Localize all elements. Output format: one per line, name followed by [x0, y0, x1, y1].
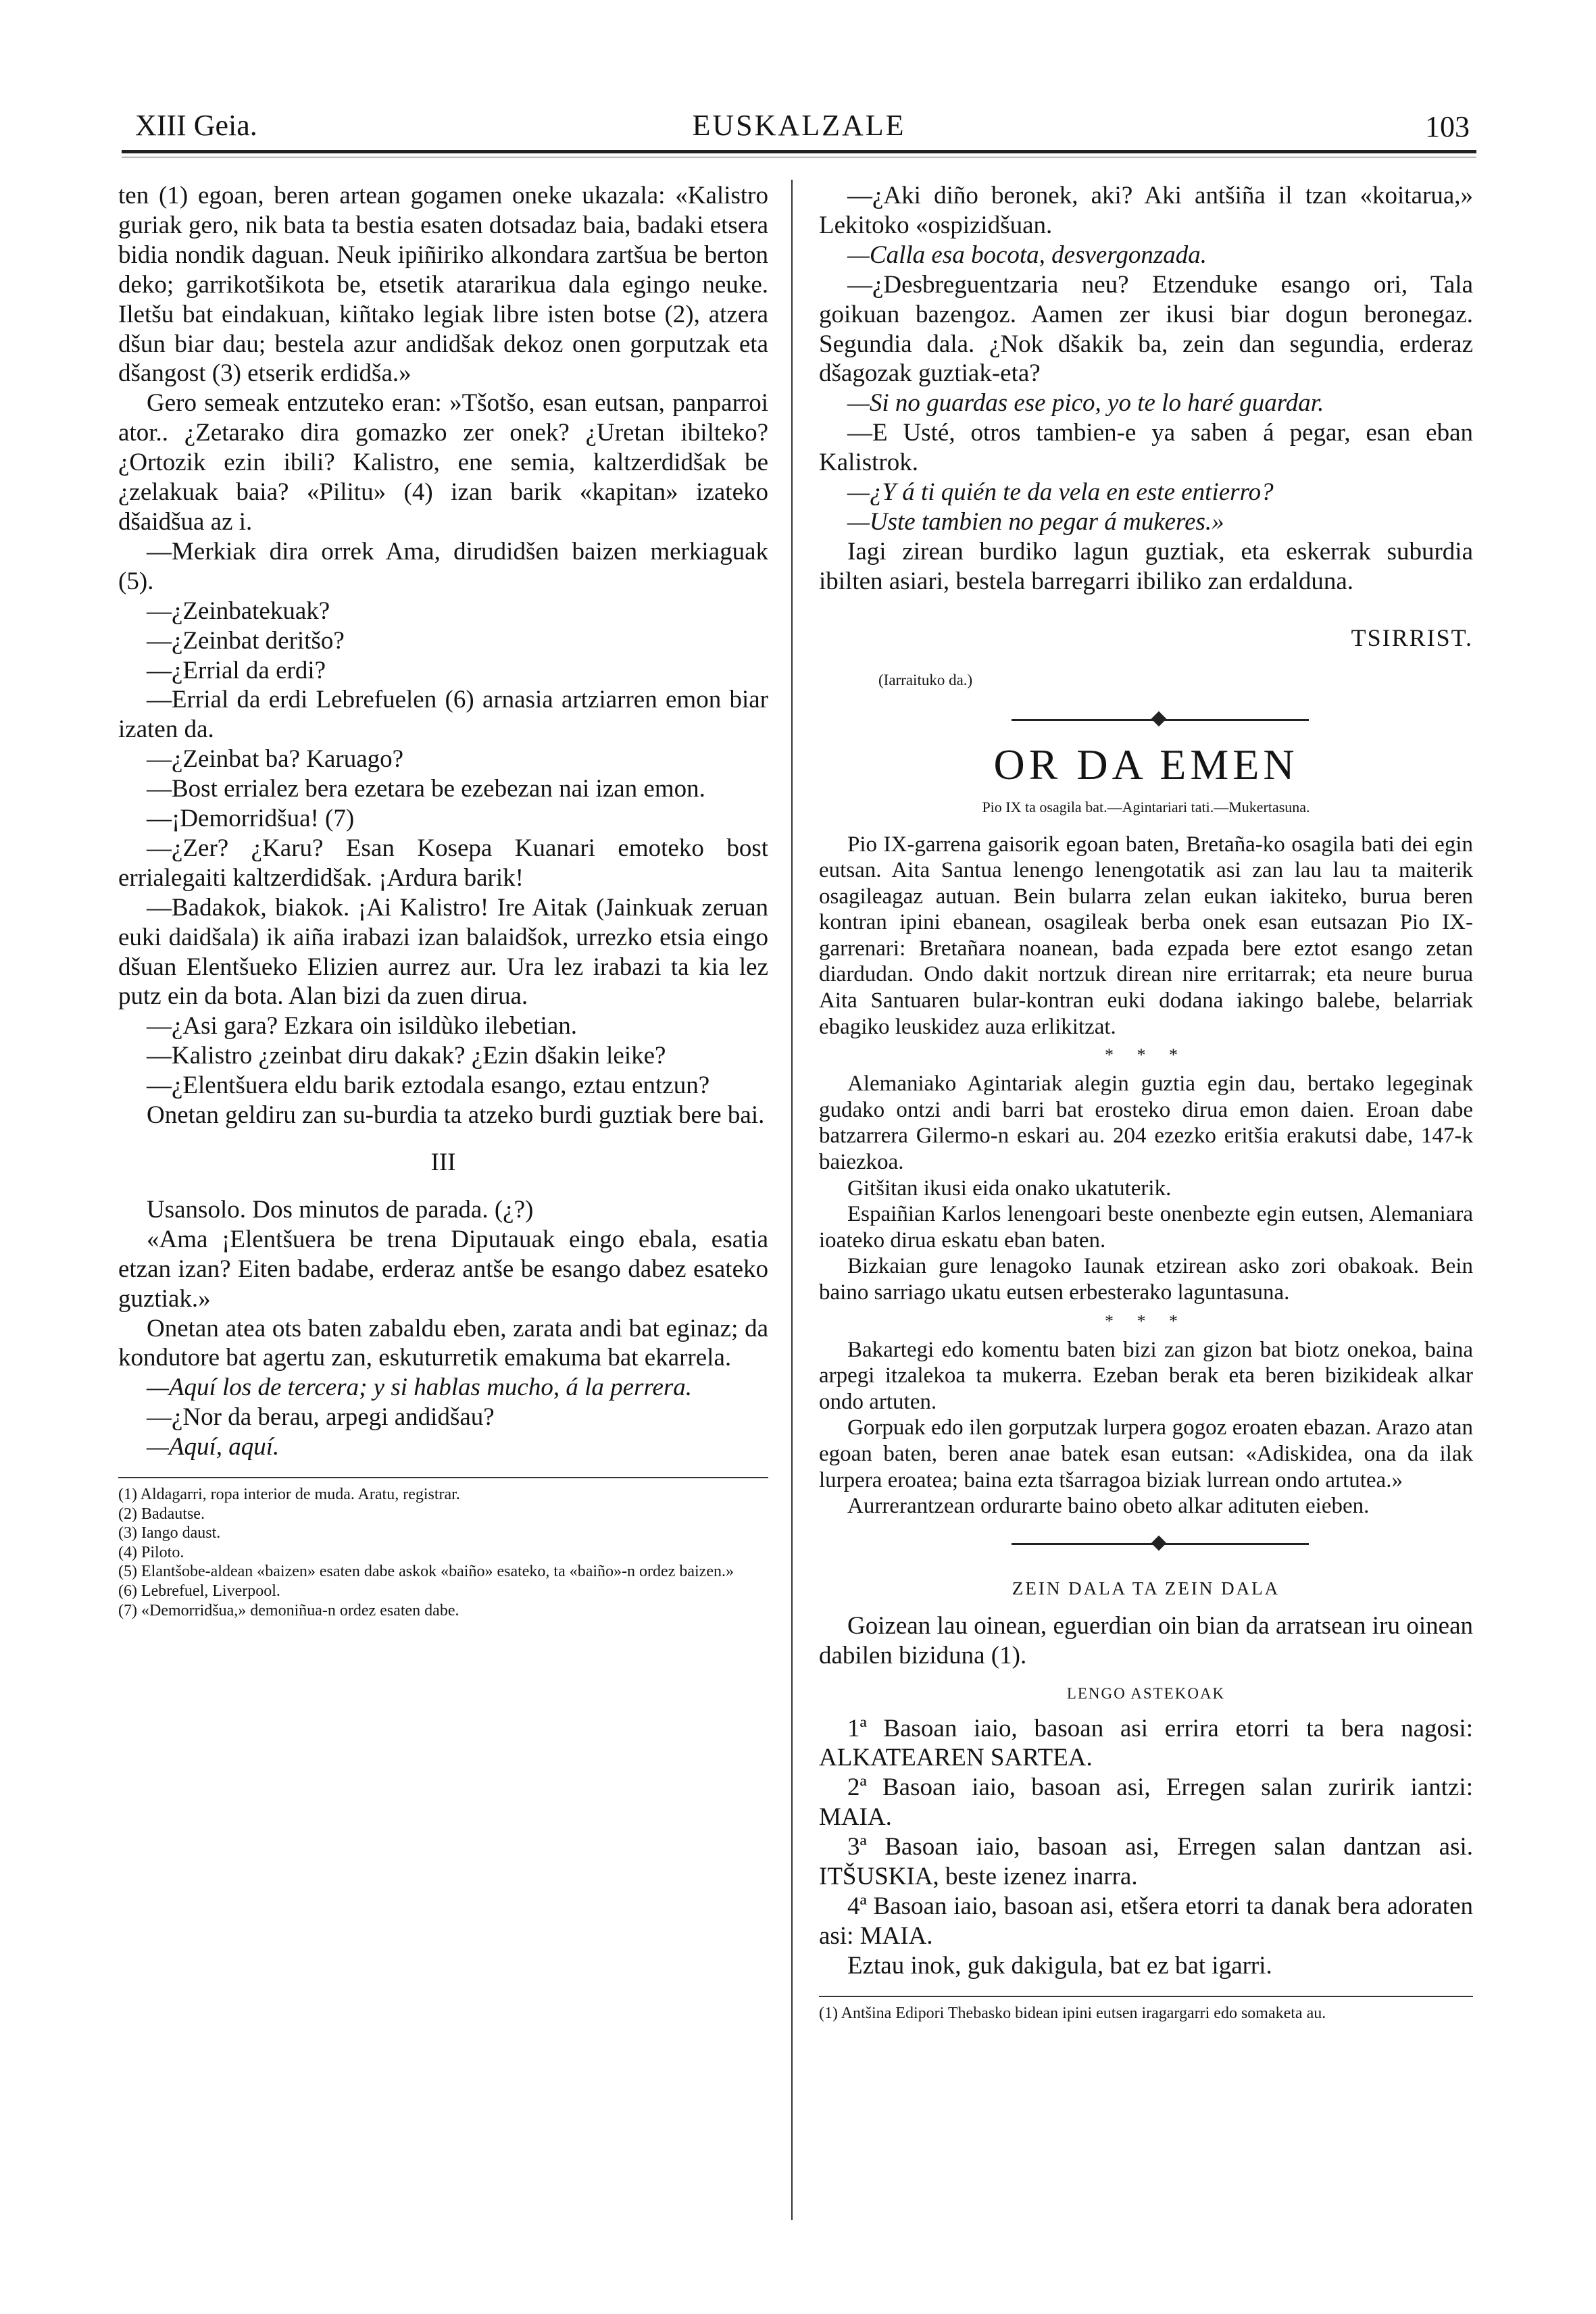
paragraph: Bizkaian gure lenagoko Iaunak etzirean asko zori obakoak. Bein baino sarriago ukatu eutsen erbesterako laguntasuna.	[819, 1254, 1473, 1305]
dialogue-line: —Si no guardas ese pico, yo te lo haré guardar.	[847, 389, 1324, 418]
section-ornament	[819, 710, 1473, 732]
paragraph: Gero semeak entzuteko eran: »Tšotšo, esan eutsan, panparroi ator.. ¿Zetarako dira gomazko zer onek? ¿Uretan ibilteko? ¿Ortozik ezin ibili? Kalistro, ene semia, kaltzerdidšak be ¿zelakuak baia? «Pilitu» (4) izan barik «kapitan» izateko dšaidšua az i.	[118, 389, 768, 536]
paragraph: Gitšitan ikusi eida onako ukatuterik.	[847, 1176, 1172, 1201]
dialogue-line: —¿Zeinbat deritšo?	[147, 626, 345, 655]
footnote: (2) Badautse.	[118, 1505, 205, 1523]
page-number: 103	[1425, 110, 1470, 143]
paragraph: ten (1) egoan, beren artean gogamen oneke ukazala: «Kalistro guriak gero, nik bata ta bestia esaten dotsadaz baia, badaki etsera bidia nondik daguan. Neuk ipiñiriko alkondara zartšua be berton deko; garrikotšikota be, etsetik atararikua dala egingo neuke. Iletšu bat eindakuan, kiñtako legiak libre isten botse (2), atzera dšun biar dau; bestela azur andidšak dekoz onen gorputzak eta dšangost (3) etserik erdidša.»	[118, 182, 768, 388]
paragraph: Goizean lau oinean, eguerdian oin bian da arratsean iru oinean dabilen biziduna (1).	[819, 1611, 1473, 1669]
left-column	[118, 181, 768, 1620]
dialogue-line: —Uste tambien no pegar á mukeres.»	[847, 507, 1224, 536]
dialogue-line: —¿Nor da berau, arpegi andidšau?	[147, 1403, 495, 1432]
dialogue-line: —¿Aki diño beronek, aki? Aki antšiña il tzan «koitarua,» Lekitoko «ospizidšuan.	[819, 182, 1473, 239]
separator-stars: * * *	[1105, 1045, 1187, 1065]
dialogue-line: —Kalistro ¿zeinbat diru dakak? ¿Ezin dšakin leike?	[147, 1042, 666, 1070]
footnote: (6) Lebrefuel, Liverpool.	[118, 1582, 280, 1601]
issue-number: XIII Geia.	[135, 109, 257, 142]
dialogue-line: —¿Y á ti quién te da vela en este entierro?	[847, 478, 1274, 507]
dialogue-line: —¿Zeinbatekuak?	[147, 597, 330, 625]
dialogue-line: —¿Errial da erdi?	[147, 656, 326, 684]
riddle-answer: 2ª Basoan iaio, basoan asi, Erregen salan zuririk iantzi: MAIA.	[819, 1774, 1473, 1832]
section-title: III	[430, 1149, 456, 1176]
paragraph: Aurrerantzean ordurarte baino obeto alkar adituten eieben.	[847, 1494, 1370, 1519]
paragraph: Onetan geldiru zan su-burdia ta atzeko burdi guztiak bere bai.	[147, 1101, 765, 1130]
dialogue-line: —Calla esa bocota, desvergonzada.	[847, 241, 1207, 269]
footnote: (4) Piloto.	[118, 1543, 184, 1561]
dialogue-line: —Badakok, biakok. ¡Ai Kalistro! Ire Aitak (Jainkuak zeruan euki daidšala) ik aiña irabazi izan balaidšok, urrezko etsia eingo dšuan Elentšueko Elizien aurrez aur. Ura lez irabazi ta kia lez putz ein da bota. Alan bizi da zuen dirua.	[118, 893, 768, 1011]
paragraph: Bakartegi edo komentu baten bizi zan gizon bat biotz onekoa, baina arpegi itzalekoa ta mukerra. Ezeban berak eta beren bizikideak alkar ondo artuten.	[819, 1337, 1473, 1414]
dialogue-line: —¿Desbreguentzaria neu? Etzenduke esango ori, Tala goikuan bazengoz. Aamen zer ikusi biar dogun beronegaz. Segundia dala. ¿Nok dšakik ba, zein dan segundia, erderaz dšagozak guztiak-eta?	[819, 270, 1473, 388]
section-ornament	[819, 1534, 1473, 1556]
dialogue-line: —¿Elentšuera eldu barik eztodala esango, eztau entzun?	[147, 1072, 710, 1100]
paragraph: Gorpuak edo ilen gorputzak lurpera gogoz eroaten ebazan. Arazo atan egoan baten, beren anae batek esan eutsan: «Adiskidea, ona da ilak lurpera eroatea; baina ezta tšarragoa biziak lurrean ondo artutea.»	[819, 1415, 1473, 1492]
footnote: (3) Iango daust.	[118, 1524, 221, 1542]
section-heading: OR DA EMEN	[993, 740, 1299, 788]
header-rule	[122, 150, 1476, 153]
riddle-answer: 3ª Basoan iaio, basoan asi, Erregen salan dantzan asi. ITŠUSKIA, beste izenez inarra.	[819, 1833, 1473, 1891]
riddle-answer: 1ª Basoan iaio, basoan asi errira etorri ta bera nagosi: ALKATEAREN SARTEA.	[819, 1714, 1473, 1772]
paragraph: Alemaniako Agintariak alegin guztia egin dau, bertako legeginak gudako ontzi andi barri bat erosteko dirua emon daien. Eroan dabe batzarrera Gilermo-n eskari au. 204 ezezko eritšia erakutsi dabe, 147-k baiezkoa.	[819, 1072, 1473, 1175]
footnote-rule	[819, 1996, 1473, 1997]
footnote: (1) Aldagarri, ropa interior de muda. Aratu, registrar.	[118, 1486, 460, 1504]
dialogue-line: —¿Asi gara? Ezkara oin isildùko ilebetian.	[147, 1012, 578, 1040]
footnote: (7) «Demorridšua,» demoniñua-n ordez esaten dabe.	[118, 1601, 459, 1619]
dialogue-line: —Errial da erdi Lebrefuelen (6) arnasia artziarren emon biar izaten da.	[118, 686, 768, 744]
author-signature: TSIRRIST.	[1351, 624, 1473, 651]
dialogue-line: —¡Demorridšua! (7)	[147, 805, 355, 833]
publication-title: EUSKALZALE	[692, 109, 906, 142]
ornament-diamond	[1151, 711, 1167, 726]
separator-stars: * * *	[1105, 1311, 1187, 1331]
ornament-diamond	[1151, 1535, 1167, 1551]
dialogue-line: —Aquí los de tercera; y si hablas mucho, á la perrera.	[147, 1374, 693, 1402]
dialogue-line: —Merkiak dira orrek Ama, dirudidšen baizen merkiaguak (5).	[118, 537, 768, 595]
footnote-rule	[118, 1477, 768, 1478]
dialogue-line: —¿Zer? ¿Karu? Esan Kosepa Kuanari emoteko bost errialegaiti kaltzerdidšak. ¡Ardura barik!	[118, 834, 768, 892]
dialogue-line: —Bost errialez bera ezetara be ezebezan nai izan emon.	[147, 775, 705, 803]
right-column	[819, 181, 1473, 2023]
subheading: LENGO ASTEKOAK	[1066, 1684, 1226, 1702]
paragraph: «Ama ¡Elentšuera be trena Diputauak eingo ebala, esatia etzan izan? Eiten badabe, erderaz antše be esango dabez esateko guztiak.»	[118, 1225, 768, 1313]
paragraph: Eztau inok, guk dakigula, bat ez bat igarri.	[847, 1951, 1272, 1980]
paragraph: Pio IX-garrena gaisorik egoan baten, Bretaña-ko osagila bati dei egin eutsan. Aita Santua lenengo lenengotatik asi zan lau lau ta maiterik osagileagaz autuan. Bein bularra zelan eukan iakiteko, burua beren kontran ipini ebanean, osagileak berba onek esan eutsazan Pio IX-garrenari: Bretañara noanean, bada ezpada bere eztot esango zetan diardudan. Ondo dakit nortzuk direan nire erritarrak; eta neure burua Aita Santuaren bular-kontran euki dodana iakingo balebe, belarriak ebagiko leuskidez auza erlikitzat.	[819, 832, 1473, 1039]
dialogue-line: —Aquí, aquí.	[147, 1433, 280, 1461]
paragraph: Usansolo. Dos minutos de parada. (¿?)	[147, 1195, 534, 1224]
section-subtitle: Pio IX ta osagila bat.—Agintariari tati.—Mukertasuna.	[982, 798, 1310, 815]
dialogue-line: —E Usté, otros tambien-e ya saben á pegar, esan eban Kalistrok.	[819, 419, 1473, 477]
footnote: (5) Elantšobe-aldean «baizen» esaten dabe askok «baiño» esateko, ta «baiño»-n ordez baizen.»	[118, 1563, 734, 1581]
footnote: (1) Antšina Edipori Thebasko bidean ipini eutsen iragargarri edo somaketa au.	[819, 2004, 1326, 2022]
paragraph: Espaiñian Karlos lenengoari beste onenbezte egin eutsen, Alemaniara ioateko dirua eskatu eban baten.	[819, 1202, 1473, 1253]
paragraph: Iagi zirean burdiko lagun guztiak, eta eskerrak suburdia ibilten asiari, bestela barregarri ibiliko zan erdalduna.	[819, 537, 1473, 595]
dialogue-line: —¿Zeinbat ba? Karuago?	[147, 745, 404, 774]
column-divider	[791, 180, 793, 2220]
continuation-note: (Iarraituko da.)	[878, 671, 973, 688]
page-header	[122, 101, 1476, 149]
paragraph: Onetan atea ots baten zabaldu eben, zarata andi bat eginaz; da kondutore bat agertu zan, eskuturretik emakuma bat ekarrela.	[118, 1314, 768, 1372]
section-heading: ZEIN DALA TA ZEIN DALA	[1012, 1578, 1280, 1599]
riddle-answer: 4ª Basoan iaio, basoan asi, etšera etorri ta danak bera adoraten asi: MAIA.	[819, 1892, 1473, 1950]
